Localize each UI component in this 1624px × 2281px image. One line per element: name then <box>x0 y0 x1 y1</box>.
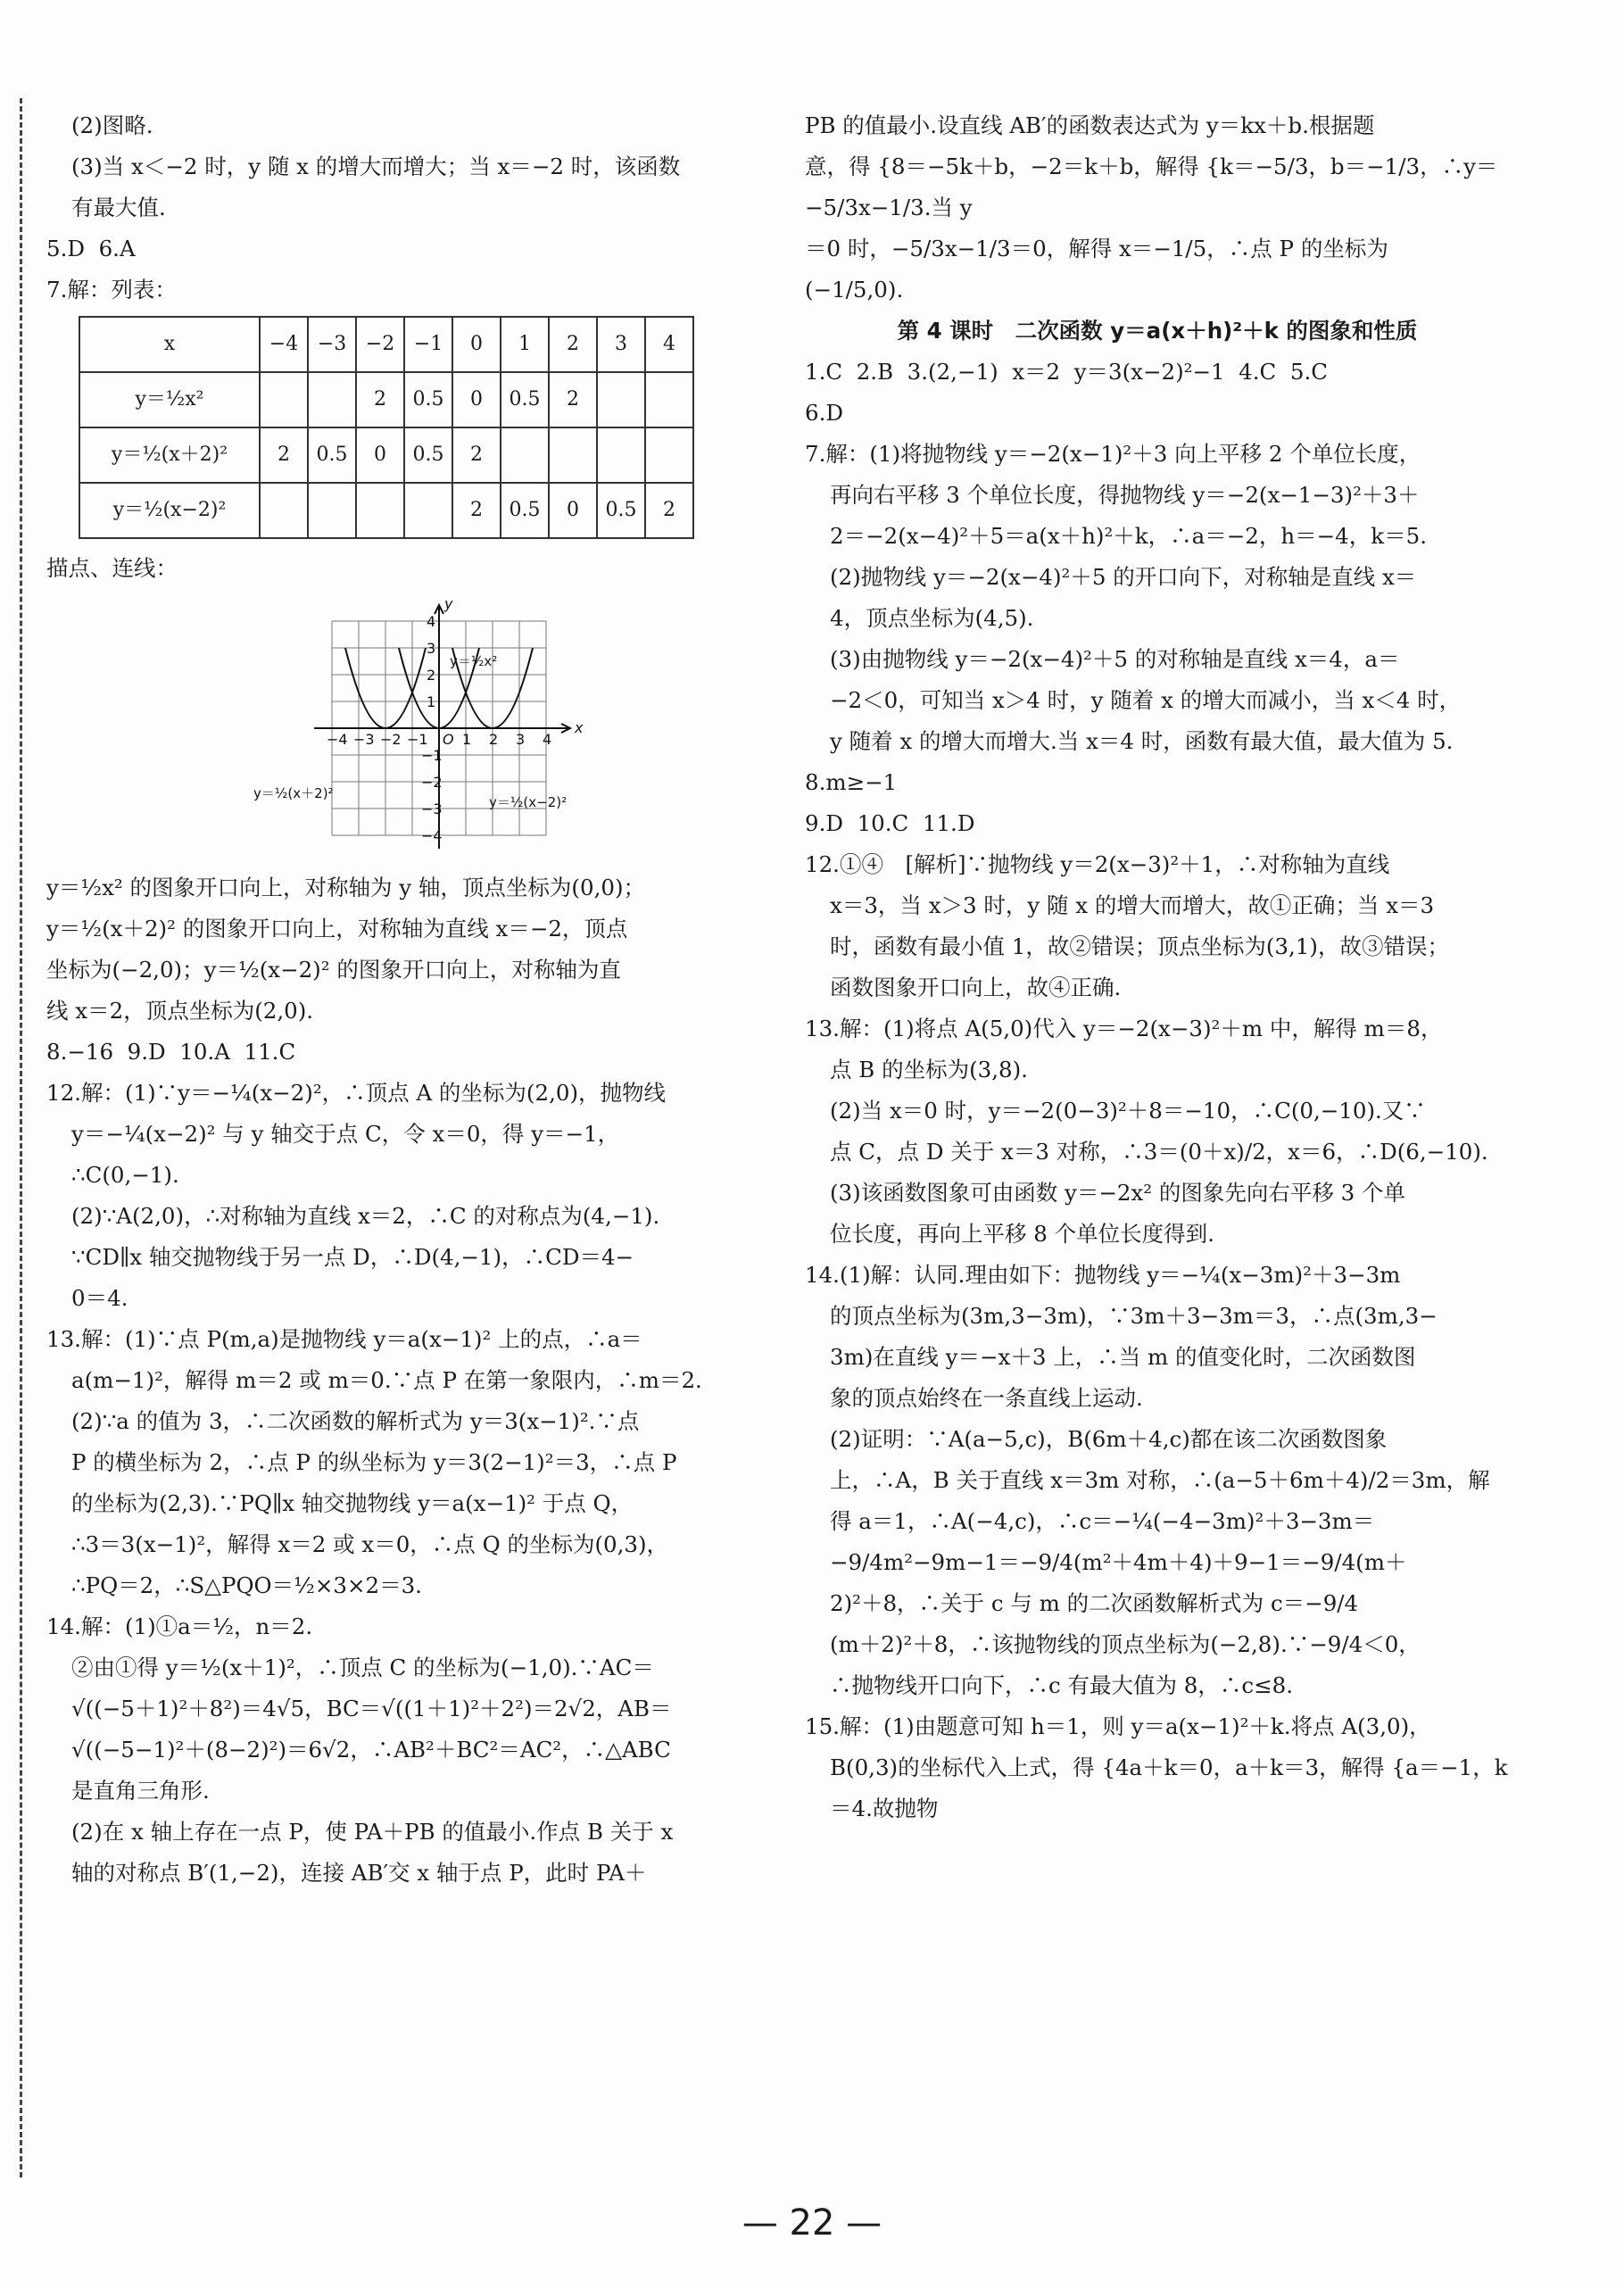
table-cell <box>597 427 645 483</box>
text-line: (2)当 x＝0 时，y＝−2(0−3)²＋8＝−10，∴C(0,−10).又∵ <box>830 1098 1426 1124</box>
text-line: 7.解：(1)将抛物线 y＝−2(x−1)²＋3 向上平移 2 个单位长度， <box>805 441 1421 467</box>
table-cell: 0.5 <box>501 483 549 538</box>
x-tick-label: −2 <box>380 731 402 748</box>
x-tick-label: −4 <box>327 731 348 748</box>
table-cell: 0 <box>549 483 597 538</box>
text-line: 是直角三角形. <box>71 1778 210 1804</box>
text-line: 1.C 2.B 3.(2,−1) x＝2 y＝3(x−2)²−1 4.C 5.C <box>805 359 1329 385</box>
text-line: 轴的对称点 B′(1,−2)，连接 AB′交 x 轴于点 P，此时 PA＋ <box>71 1860 647 1886</box>
table-cell: 1 <box>501 317 549 372</box>
table-row <box>79 372 693 427</box>
table-cell <box>260 483 308 538</box>
value-table <box>79 316 694 539</box>
plot-label: 描点、连线： <box>46 555 178 581</box>
table-cell <box>404 483 452 538</box>
text-line: 的顶点坐标为(3m,3−3m)，∵3m＋3−3m＝3，∴点(3m,3− <box>830 1303 1438 1329</box>
text-line: (3)该函数图象可由函数 y＝−2x² 的图象先向右平移 3 个单 <box>830 1180 1406 1206</box>
table-cell <box>549 427 597 483</box>
table-cell <box>356 483 404 538</box>
text-line: (2)图略. <box>71 112 153 138</box>
text-line: 时，函数有最小值 1，故②错误；顶点坐标为(3,1)，故③错误； <box>830 933 1449 959</box>
table-cell: −4 <box>260 317 308 372</box>
q7-heading: 7.解：列表： <box>46 277 177 303</box>
text-line: 意，得 {8＝−5k＋b，−2＝k＋b，解得 {k＝−5/3，b＝−1/3，∴y＝−5/3x−1/3.当 y <box>805 153 1498 220</box>
text-line: 得 a＝1，∴A(−4,c)，∴c＝−¼(−4−3m)²＋3−3m＝ <box>830 1508 1375 1534</box>
x-tick-label: 1 <box>462 731 472 748</box>
text-line: 线 x＝2，顶点坐标为(2,0). <box>46 998 314 1024</box>
text-line: 上，∴A，B 关于直线 x＝3m 对称，∴(a−5＋6m＋4)/2＝3m，解 <box>830 1467 1490 1493</box>
text-line: (2)∵A(2,0)，∴对称轴为直线 x＝2，∴C 的对称点为(4,−1). <box>71 1203 660 1229</box>
y-tick-label: −1 <box>421 747 443 764</box>
text-line: ＝0 时，−5/3x−1/3＝0，解得 x＝−1/5，∴点 P 的坐标为 <box>805 236 1388 261</box>
curve-label-right: y＝½(x−2)² <box>489 794 568 810</box>
text-line: y＝½(x＋2)² 的图象开口向上，对称轴为直线 x＝−2，顶点 <box>46 916 628 941</box>
y-tick-label: −3 <box>421 800 443 817</box>
table-cell <box>308 483 356 538</box>
y-tick-label: 3 <box>427 640 436 657</box>
table-cell <box>645 372 693 427</box>
text-line: 位长度，再向上平移 8 个单位长度得到. <box>830 1221 1214 1247</box>
text-line: 坐标为(−2,0)；y＝½(x−2)² 的图象开口向上，对称轴为直 <box>46 957 621 983</box>
text-line: 象的顶点始终在一条直线上运动. <box>830 1385 1143 1411</box>
y-tick-label: 4 <box>427 613 436 630</box>
text-line: ∴3＝3(x−1)²，解得 x＝2 或 x＝0，∴点 Q 的坐标为(0,3)， <box>71 1531 669 1557</box>
text-line: 2＝−2(x−4)²＋5＝a(x＋h)²＋k，∴a＝−2，h＝−4，k＝5. <box>830 523 1427 549</box>
text-line: (2)在 x 轴上存在一点 P，使 PA＋PB 的值最小.作点 B 关于 x <box>71 1819 674 1845</box>
left-column <box>46 105 751 1894</box>
y-tick-label: 2 <box>427 667 436 684</box>
table-cell <box>308 372 356 427</box>
binding-dashed-line <box>20 98 22 2177</box>
text-line: 点 B 的坐标为(3,8). <box>830 1057 1028 1082</box>
text-line: ②由①得 y＝½(x＋1)²，∴顶点 C 的坐标为(−1,0).∵AC＝ <box>71 1655 654 1680</box>
text-line: 再向右平移 3 个单位长度，得抛物线 y＝−2(x−1−3)²＋3＋ <box>830 482 1420 508</box>
table-cell: 2 <box>645 483 693 538</box>
table-cell: y＝½(x−2)² <box>79 483 260 538</box>
text-line: (2)证明：∵A(a−5,c)，B(6m＋4,c)都在该二次函数图象 <box>830 1426 1388 1452</box>
text-line: ∴C(0,−1). <box>71 1162 179 1188</box>
right-column <box>805 105 1510 1829</box>
text-line: −9/4m²−9m−1＝−9/4(m²＋4m＋4)＋9−1＝−9/4(m＋ <box>830 1549 1407 1575</box>
text-line: 13.解：(1)将点 A(5,0)代入 y＝−2(x−3)²＋m 中，解得 m＝8， <box>805 1016 1443 1041</box>
table-cell: 0.5 <box>597 483 645 538</box>
table-cell: 0 <box>452 372 501 427</box>
text-line: ∴抛物线开口向下，∴c 有最大值为 8，∴c≤8. <box>830 1672 1294 1698</box>
table-cell: 0.5 <box>404 427 452 483</box>
text-line: −2＜0，可知当 x＞4 时，y 随着 x 的增大而减小，当 x＜4 时， <box>830 687 1462 713</box>
text-line: (2)抛物线 y＝−2(x−4)²＋5 的开口向下，对称轴是直线 x＝ <box>830 564 1417 590</box>
text-line: 6.D <box>805 400 844 426</box>
text-line: √((−5＋1)²＋8²)＝4√5，BC＝√((1＋1)²＋2²)＝2√2，AB＝ <box>71 1696 672 1721</box>
text-line: x＝3，当 x＞3 时，y 随 x 的增大而增大，故①正确；当 x＝3 <box>830 892 1435 918</box>
text-line: 12.解：(1)∵y＝−¼(x−2)²，∴顶点 A 的坐标为(2,0)，抛物线 <box>46 1080 667 1106</box>
table-cell: 3 <box>597 317 645 372</box>
table-cell: −2 <box>356 317 404 372</box>
x-tick-label: −3 <box>353 731 375 748</box>
parabola-graph <box>252 594 626 862</box>
text-line: 函数图象开口向上，故④正确. <box>830 975 1122 1000</box>
text-line: 14.(1)解：认同.理由如下：抛物线 y＝−¼(x−3m)²＋3−3m <box>805 1262 1401 1288</box>
table-cell: x <box>79 317 260 372</box>
text-line: 0＝4. <box>71 1285 128 1311</box>
table-cell: −1 <box>404 317 452 372</box>
text-line: P 的横坐标为 2，∴点 P 的纵坐标为 y＝3(2−1)²＝3，∴点 P <box>71 1449 677 1475</box>
table-cell: 0.5 <box>501 372 549 427</box>
text-line: (2)∵a 的值为 3，∴二次函数的解析式为 y＝3(x−1)².∵点 <box>71 1408 640 1434</box>
table-cell: 4 <box>645 317 693 372</box>
table-cell: 0 <box>356 427 404 483</box>
text-line: ∵CD∥x 轴交抛物线于另一点 D，∴D(4,−1)，∴CD＝4− <box>71 1244 634 1270</box>
table-cell: 2 <box>452 483 501 538</box>
table-cell: y＝½(x＋2)² <box>79 427 260 483</box>
y-tick-label: 1 <box>427 693 436 710</box>
table-row <box>79 483 693 538</box>
x-tick-label: −1 <box>407 731 428 748</box>
table-cell <box>645 427 693 483</box>
text-line: 的坐标为(2,3).∵PQ∥x 轴交抛物线 y＝a(x−1)² 于点 Q， <box>71 1490 634 1516</box>
table-cell: 2 <box>549 317 597 372</box>
text-line: 点 C，点 D 关于 x＝3 对称，∴3＝(0＋x)/2，x＝6，∴D(6,−10). <box>830 1139 1488 1165</box>
text-line: 15.解：(1)由题意可知 h＝1，则 y＝a(x−1)²＋k.将点 A(3,0)， <box>805 1713 1431 1739</box>
page-number: — 22 — <box>742 2202 882 2244</box>
text-line: 4，顶点坐标为(4,5). <box>830 605 1034 631</box>
text-line: ∴PQ＝2，∴S△PQO＝½×3×2＝3. <box>71 1572 422 1598</box>
table-cell <box>597 372 645 427</box>
table-cell <box>501 427 549 483</box>
x-axis-label: x <box>575 719 584 736</box>
text-line: y＝−¼(x−2)² 与 y 轴交于点 C，令 x＝0，得 y＝−1， <box>71 1121 620 1147</box>
table-cell: 0 <box>452 317 501 372</box>
text-line: 9.D 10.C 11.D <box>805 810 975 836</box>
text-line: 8.m≥−1 <box>805 769 898 795</box>
curve-label-center: y＝½x² <box>450 653 498 669</box>
table-header-row <box>79 317 693 372</box>
table-cell: 0.5 <box>404 372 452 427</box>
curve-label-left: y＝½(x＋2)² <box>253 785 334 801</box>
y-tick-label: −2 <box>421 774 443 791</box>
table-cell: y＝½x² <box>79 372 260 427</box>
table-cell: −3 <box>308 317 356 372</box>
y-tick-label: −4 <box>421 827 443 844</box>
x-tick-label: 2 <box>489 731 499 748</box>
y-axis-label: y <box>444 595 453 612</box>
table-cell: 0.5 <box>308 427 356 483</box>
x-tick-label: 4 <box>543 731 552 748</box>
text-line: y＝½x² 的图象开口向上，对称轴为 y 轴，顶点坐标为(0,0)； <box>46 875 646 900</box>
text-line: (3)由抛物线 y＝−2(x−4)²＋5 的对称轴是直线 x＝4，a＝ <box>830 646 1400 672</box>
section-title: 第 4 课时 二次函数 y＝a(x＋h)²＋k 的图象和性质 <box>897 318 1418 344</box>
text-line: y 随着 x 的增大而增大.当 x＝4 时，函数有最大值，最大值为 5. <box>830 728 1454 754</box>
text-line: B(0,3)的坐标代入上式，得 {4a＋k＝0，a＋k＝3，解得 {a＝−1，k＝4.故抛物 <box>830 1754 1508 1821</box>
text-line: 14.解：(1)①a＝½，n＝2. <box>46 1613 313 1639</box>
text-line: (−1/5,0). <box>805 277 904 303</box>
table-cell: 2 <box>356 372 404 427</box>
text-line: 2)²＋8，∴关于 c 与 m 的二次函数解析式为 c＝−9/4 <box>830 1590 1359 1616</box>
text-line: a(m−1)²，解得 m＝2 或 m＝0.∵点 P 在第一象限内，∴m＝2. <box>71 1367 702 1393</box>
text-line: (m＋2)²＋8，∴该抛物线的顶点坐标为(−2,8).∵−9/4＜0， <box>830 1631 1421 1657</box>
table-cell <box>260 372 308 427</box>
text-line: (3)当 x＜−2 时，y 随 x 的增大而增大；当 x＝−2 时，该函数 <box>71 153 681 179</box>
table-cell: 2 <box>452 427 501 483</box>
text-line: 有最大值. <box>71 195 166 220</box>
text-line: 12.①④ [解析]∵抛物线 y＝2(x−3)²＋1，∴对称轴为直线 <box>805 851 1390 877</box>
text-line: 13.解：(1)∵点 P(m,a)是抛物线 y＝a(x−1)² 上的点，∴a＝ <box>46 1326 642 1352</box>
answers-5-6: 5.D 6.A <box>46 236 136 261</box>
origin-label: O <box>443 731 454 748</box>
table-cell: 2 <box>260 427 308 483</box>
answers-8-11: 8.−16 9.D 10.A 11.C <box>46 1039 296 1065</box>
x-tick-label: 3 <box>516 731 526 748</box>
text-line: √((−5−1)²＋(8−2)²)＝6√2，∴AB²＋BC²＝AC²，∴△ABC <box>71 1737 671 1763</box>
table-row <box>79 427 693 483</box>
table-cell: 2 <box>549 372 597 427</box>
text-line: PB 的值最小.设直线 AB′的函数表达式为 y＝kx＋b.根据题 <box>805 112 1375 138</box>
text-line: 3m)在直线 y＝−x＋3 上，∴当 m 的值变化时，二次函数图 <box>830 1344 1416 1370</box>
